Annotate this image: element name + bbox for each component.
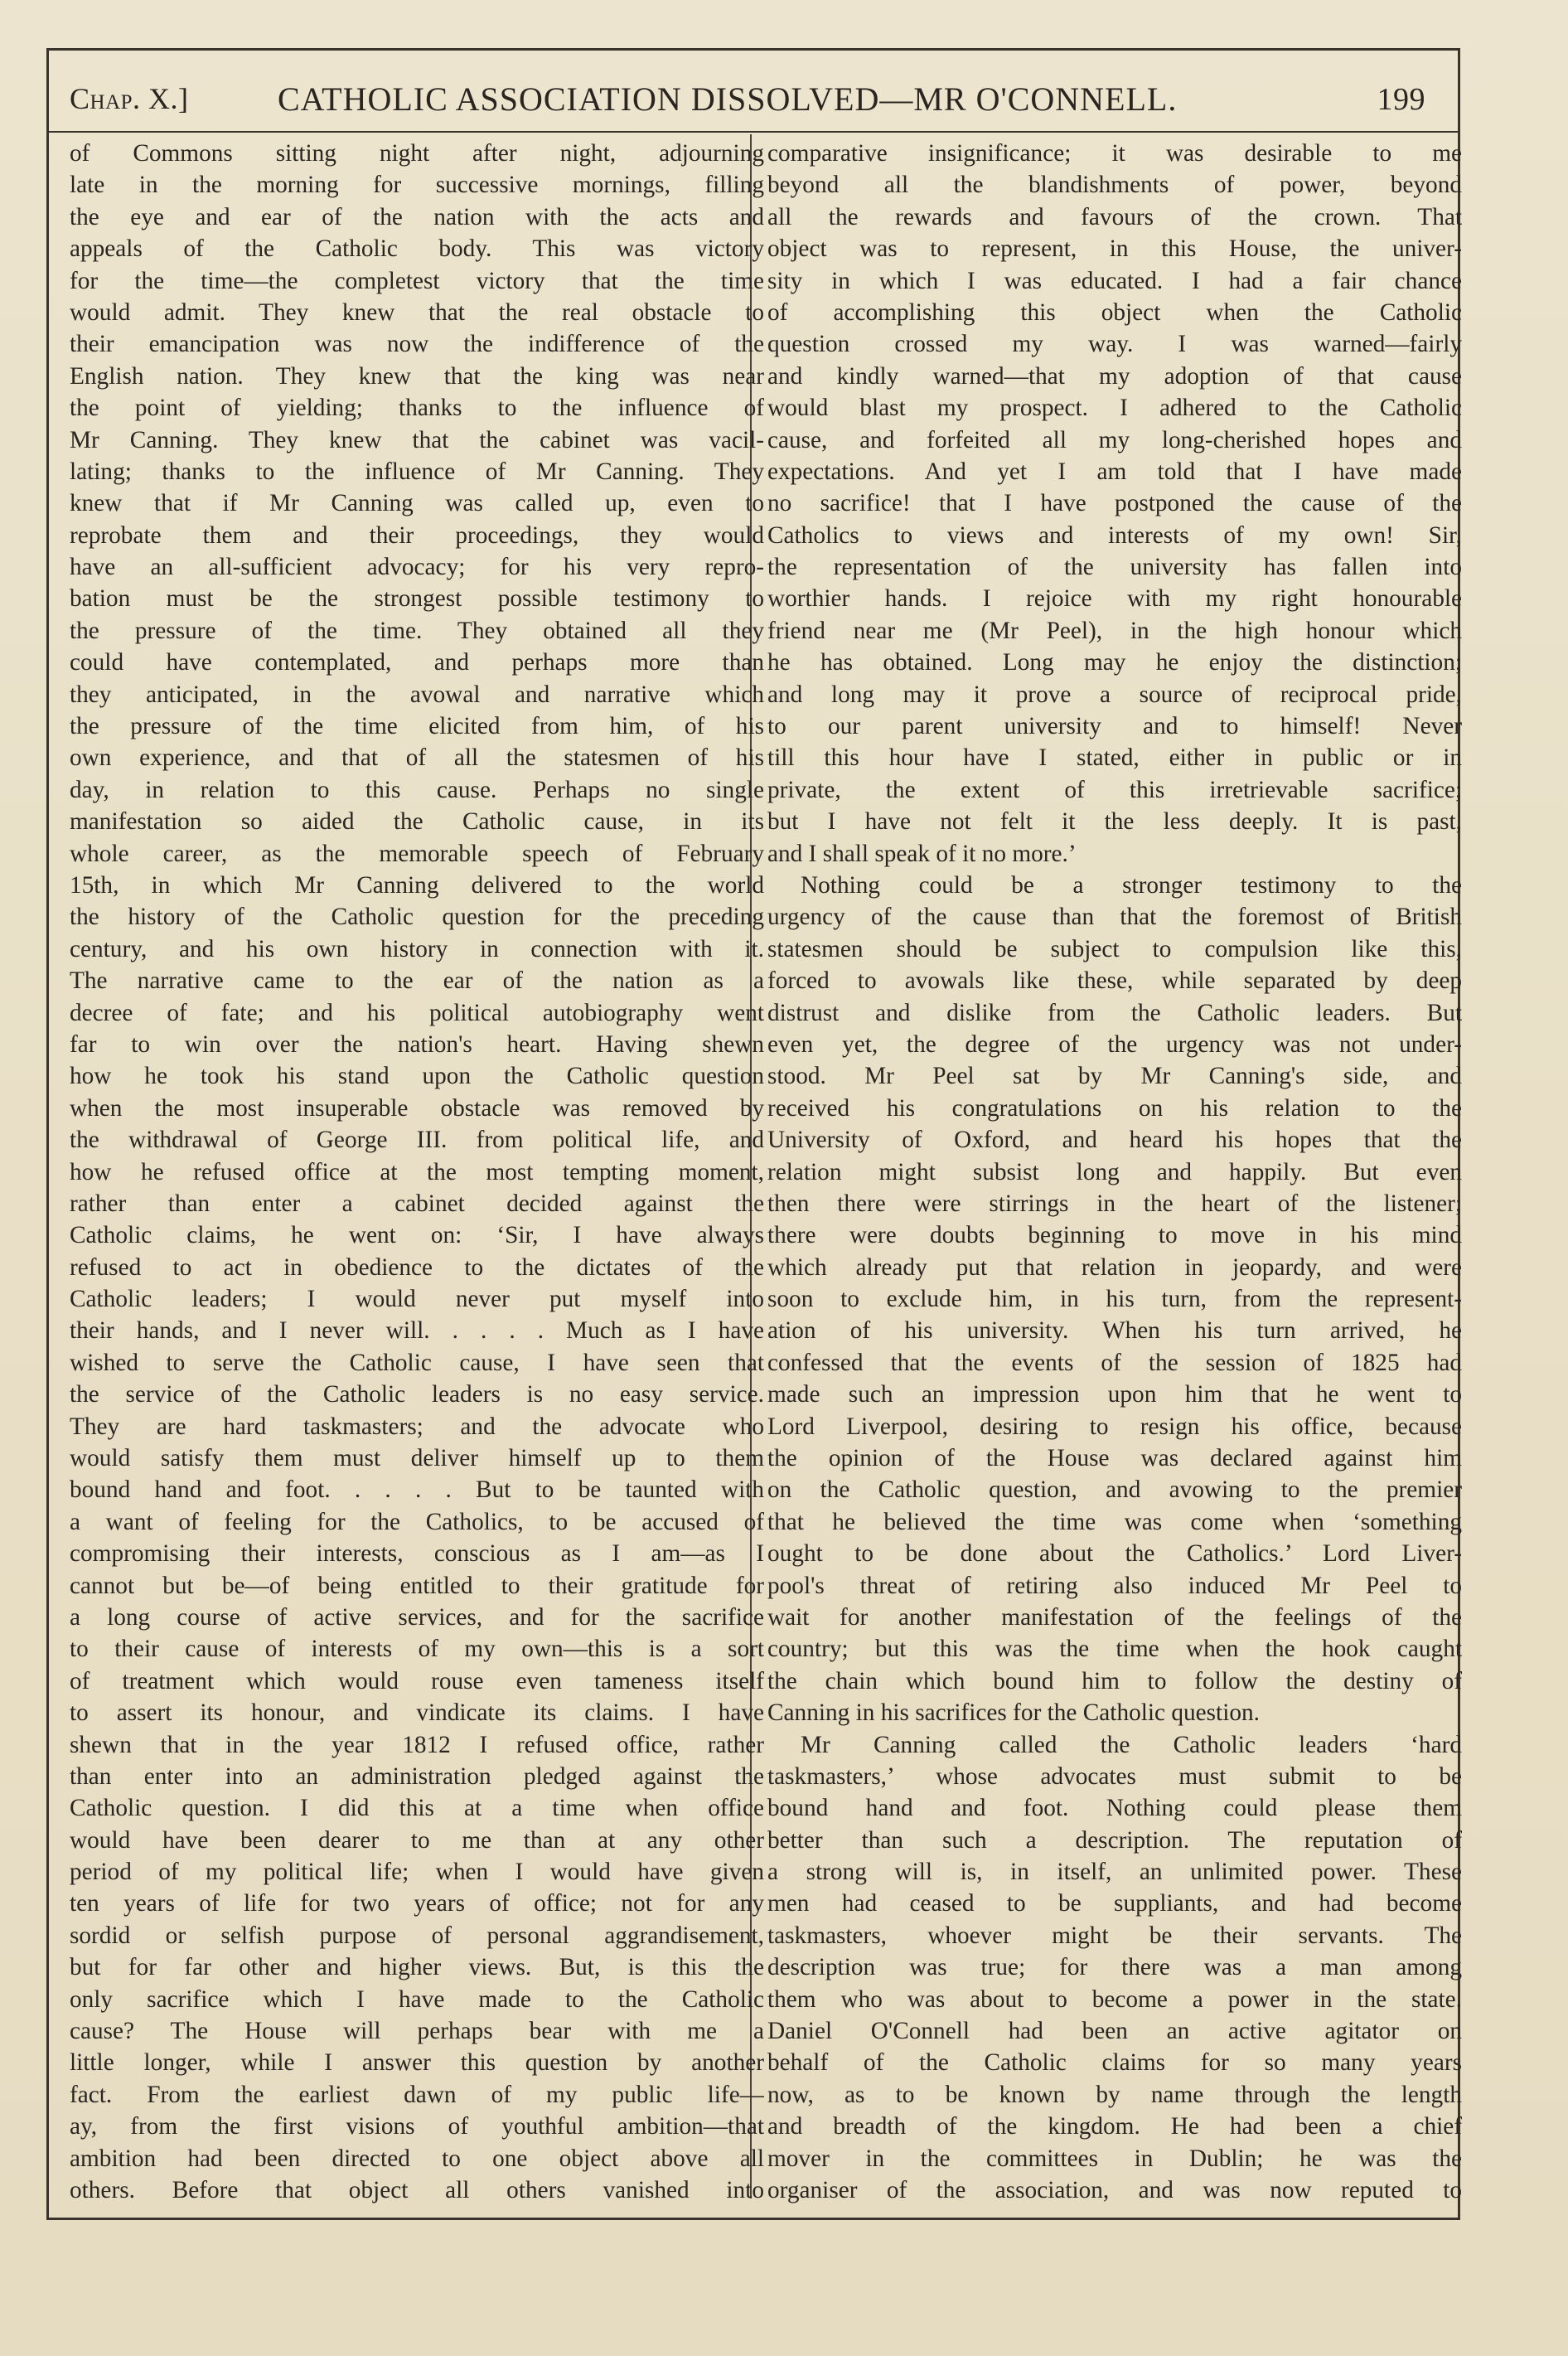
text-line: for the time—the completest victory that the time bbox=[70, 267, 764, 294]
text-line: day, in relation to this cause. Perhaps no single bbox=[70, 776, 764, 803]
text-line: of Commons sitting night after night, adjourning bbox=[70, 140, 764, 167]
text-line: urgency of the cause than that the foremost of British bbox=[767, 904, 1462, 931]
text-line: beyond all the blandishments of power, beyond bbox=[767, 172, 1462, 199]
text-line: rather than enter a cabinet decided against the bbox=[70, 1190, 764, 1217]
text-line: little longer, while I answer this question by another bbox=[70, 2049, 764, 2077]
text-line: sity in which I was educated. I had a fair chance bbox=[767, 267, 1462, 294]
text-line: and breadth of the kingdom. He had been a chief bbox=[767, 2113, 1462, 2140]
text-line: then there were stirrings in the heart of the listener; bbox=[767, 1190, 1462, 1217]
text-line: The narrative came to the ear of the nation as a bbox=[70, 967, 764, 995]
left-column bbox=[70, 138, 764, 2206]
text-line: cannot but be—of being entitled to their gratitude for bbox=[70, 1572, 764, 1599]
text-line: how he refused office at the most tempting moment, bbox=[70, 1158, 764, 1185]
text-line: object was to represent, in this House, the univer- bbox=[767, 235, 1462, 263]
text-line: to their cause of interests of my own—this is a sort bbox=[70, 1636, 764, 1663]
text-line: of treatment which would rouse even tameness itself bbox=[70, 1667, 764, 1694]
text-line: the withdrawal of George III. from political life, and bbox=[70, 1127, 764, 1154]
text-line: refused to act in obedience to the dictates of the bbox=[70, 1253, 764, 1281]
text-line: and long may it prove a source of reciprocal pride, bbox=[767, 681, 1462, 708]
text-line: men had ceased to be suppliants, and had become bbox=[767, 1890, 1462, 1917]
text-line: compromising their interests, conscious as I am—as I bbox=[70, 1540, 764, 1568]
text-line: no sacrifice! that I have postponed the cause of the bbox=[767, 490, 1462, 517]
text-line: distrust and dislike from the Catholic leaders. But bbox=[767, 999, 1462, 1026]
text-line: even yet, the degree of the urgency was not under- bbox=[767, 1030, 1462, 1058]
text-line: ten years of life for two years of office; not for any bbox=[70, 1890, 764, 1917]
text-line: appeals of the Catholic body. This was victory bbox=[70, 235, 764, 263]
frame-rule-bottom bbox=[46, 2218, 1460, 2220]
text-line: than enter into an administration pledged against the bbox=[70, 1762, 764, 1790]
text-line: relation might subsist long and happily. But even bbox=[767, 1158, 1462, 1185]
text-line: soon to exclude him, in his turn, from the represent- bbox=[767, 1286, 1462, 1313]
text-line: reprobate them and their proceedings, they would bbox=[70, 521, 764, 549]
text-line: University of Oxford, and heard his hopes that the bbox=[767, 1127, 1462, 1154]
frame-rule-top bbox=[46, 48, 1460, 51]
text-line: a want of feeling for the Catholics, to be accused of bbox=[70, 1508, 764, 1535]
text-line: ambition had been directed to one object above all bbox=[70, 2145, 764, 2172]
text-line: only sacrifice which I have made to the Catholic bbox=[70, 1985, 764, 2013]
text-line: on the Catholic question, and avowing to the premier bbox=[767, 1476, 1462, 1504]
text-line: Catholics to views and interests of my own! Sir, bbox=[767, 521, 1462, 549]
text-line: ation of his university. When his turn arrived, he bbox=[767, 1317, 1462, 1345]
text-line: how he took his stand upon the Catholic question bbox=[70, 1063, 764, 1090]
text-line: century, and his own history in connection with it. bbox=[70, 935, 764, 962]
text-line: there were doubts beginning to move in his mind bbox=[767, 1222, 1462, 1249]
text-line: the history of the Catholic question for the preceding bbox=[70, 904, 764, 931]
text-line: country; but this was the time when the hook caught bbox=[767, 1636, 1462, 1663]
text-line: of accomplishing this object when the Catholic bbox=[767, 298, 1462, 326]
text-line: ought to be done about the Catholics.’ Lord Liver- bbox=[767, 1540, 1462, 1568]
text-line: the service of the Catholic leaders is no easy service. bbox=[70, 1381, 764, 1408]
text-line: would satisfy them must deliver himself up to them bbox=[70, 1445, 764, 1472]
text-line: friend near me (Mr Peel), in the high honour which bbox=[767, 617, 1462, 644]
text-line: taskmasters, whoever might be their servants. The bbox=[767, 1922, 1462, 1949]
text-line: made such an impression upon him that he went to bbox=[767, 1381, 1462, 1408]
text-line: English nation. They knew that the king was near bbox=[70, 362, 764, 390]
text-line: Nothing could be a stronger testimony to the bbox=[801, 871, 1462, 899]
text-line: far to win over the nation's heart. Having shewn bbox=[70, 1030, 764, 1058]
text-line: Canning in his sacrifices for the Catholic question. bbox=[767, 1699, 1260, 1727]
text-line: that he believed the time was come when ‘something bbox=[767, 1508, 1462, 1535]
text-line: whole career, as the memorable speech of February bbox=[70, 840, 764, 867]
text-line: cause, and forfeited all my long-cherished hopes and bbox=[767, 426, 1462, 453]
text-line: the point of yielding; thanks to the influence of bbox=[70, 395, 764, 422]
text-line: They are hard taskmasters; and the advocate who bbox=[70, 1413, 764, 1440]
text-line: now, as to be known by name through the length bbox=[767, 2081, 1462, 2108]
text-line: fact. From the earliest dawn of my public life— bbox=[70, 2081, 764, 2108]
text-line: private, the extent of this irretrievable sacrifice; bbox=[767, 776, 1462, 803]
text-line: which already put that relation in jeopardy, and were bbox=[767, 1253, 1462, 1281]
text-line: shewn that in the year 1812 I refused office, rather bbox=[70, 1731, 764, 1758]
text-line: to assert its honour, and vindicate its claims. I have bbox=[70, 1699, 764, 1727]
text-line: manifestation so aided the Catholic cause, in its bbox=[70, 808, 764, 836]
text-line: late in the morning for successive mornings, filling bbox=[70, 172, 764, 199]
text-line: bation must be the strongest possible testimony to bbox=[70, 585, 764, 613]
text-line: taskmasters,’ whose advocates must submit to be bbox=[767, 1762, 1462, 1790]
text-line: period of my political life; when I would have given bbox=[70, 1859, 764, 1886]
text-line: Catholic claims, he went on: ‘Sir, I have always bbox=[70, 1222, 764, 1249]
right-column bbox=[767, 138, 1462, 2206]
text-line: forced to avowals like these, while separated by deep bbox=[767, 967, 1462, 995]
text-line: ay, from the first visions of youthful ambition—that bbox=[70, 2113, 764, 2140]
text-line: the representation of the university has fallen into bbox=[767, 554, 1462, 581]
text-line: description was true; for there was a man among bbox=[767, 1954, 1462, 1981]
text-line: organiser of the association, and was now reputed to bbox=[767, 2177, 1462, 2203]
text-line: wished to serve the Catholic cause, I have seen that bbox=[70, 1349, 764, 1376]
text-line: behalf of the Catholic claims for so many years bbox=[767, 2049, 1462, 2077]
text-line: their emancipation was now the indifference of the bbox=[70, 331, 764, 358]
text-line: others. Before that object all others vanished into bbox=[70, 2177, 764, 2203]
text-line: a long course of active services, and for the sacrifice bbox=[70, 1603, 764, 1631]
header-rule bbox=[46, 131, 1460, 133]
text-line: would admit. They knew that the real obstacle to bbox=[70, 298, 764, 326]
text-line: could have contemplated, and perhaps more than bbox=[70, 649, 764, 676]
text-line: the chain which bound him to follow the destiny of bbox=[767, 1667, 1462, 1694]
text-line: cause? The House will perhaps bear with me a bbox=[70, 2018, 764, 2045]
text-line: Catholic question. I did this at a time when office bbox=[70, 1795, 764, 1822]
text-line: would blast my prospect. I adhered to the Catholic bbox=[767, 395, 1462, 422]
frame-rule-left bbox=[46, 48, 49, 2220]
chapter-label: Chap. X.] bbox=[70, 82, 189, 115]
text-line: but for far other and higher views. But, is this the bbox=[70, 1954, 764, 1981]
text-line: bound hand and foot. . . . . But to be taunted with bbox=[70, 1476, 764, 1504]
text-line: 15th, in which Mr Canning delivered to the world bbox=[70, 871, 764, 899]
text-line: Lord Liverpool, desiring to resign his office, because bbox=[767, 1413, 1462, 1440]
text-line: all the rewards and favours of the crown. That bbox=[767, 203, 1462, 230]
text-line: confessed that the events of the session of 1825 had bbox=[767, 1349, 1462, 1376]
text-line: Mr Canning called the Catholic leaders ‘hard bbox=[801, 1731, 1462, 1758]
text-line: Daniel O'Connell had been an active agitator on bbox=[767, 2018, 1462, 2045]
text-line: knew that if Mr Canning was called up, even to bbox=[70, 490, 764, 517]
text-line: when the most insuperable obstacle was removed by bbox=[70, 1094, 764, 1122]
text-line: lating; thanks to the influence of Mr Canning. They bbox=[70, 458, 764, 485]
text-line: the eye and ear of the nation with the acts and bbox=[70, 203, 764, 230]
text-line: but I have not felt it the less deeply. It is past, bbox=[767, 808, 1462, 836]
text-line: a strong will is, in itself, an unlimited power. These bbox=[767, 1859, 1462, 1886]
text-line: would have been dearer to me than at any other bbox=[70, 1826, 764, 1854]
text-line: expectations. And yet I am told that I have made bbox=[767, 458, 1462, 485]
text-line: the pressure of the time. They obtained all they bbox=[70, 617, 764, 644]
text-line: sordid or selfish purpose of personal aggrandisement, bbox=[70, 1922, 764, 1949]
text-line: decree of fate; and his political autobiography went bbox=[70, 999, 764, 1026]
text-line: worthier hands. I rejoice with my right honourable bbox=[767, 585, 1462, 613]
running-header bbox=[66, 75, 1425, 124]
text-line: to our parent university and to himself! Never bbox=[767, 713, 1462, 740]
text-line: received his congratulations on his relation to the bbox=[767, 1094, 1462, 1122]
text-line: and kindly warned—that my adoption of that cause bbox=[767, 362, 1462, 390]
text-line: Catholic leaders; I would never put myself into bbox=[70, 1286, 764, 1313]
text-line: them who was about to become a power in the state. bbox=[767, 1985, 1462, 2013]
text-line: own experience, and that of all the statesmen of his bbox=[70, 744, 764, 772]
text-line: wait for another manifestation of the feelings of the bbox=[767, 1603, 1462, 1631]
text-line: have an all-sufficient advocacy; for his very repro- bbox=[70, 554, 764, 581]
page-number: 199 bbox=[1377, 82, 1425, 117]
text-line: question crossed my way. I was warned—fairly bbox=[767, 331, 1462, 358]
text-line: the pressure of the time elicited from him, of his bbox=[70, 713, 764, 740]
text-line: they anticipated, in the avowal and narrative which bbox=[70, 681, 764, 708]
text-line: comparative insignificance; it was desirable to me bbox=[767, 140, 1462, 167]
text-line: statesmen should be subject to compulsion like this, bbox=[767, 935, 1462, 962]
text-line: stood. Mr Peel sat by Mr Canning's side, and bbox=[767, 1063, 1462, 1090]
text-line: and I shall speak of it no more.’ bbox=[767, 840, 1077, 867]
text-line: their hands, and I never will. . . . . Much as I have bbox=[70, 1317, 764, 1345]
text-line: better than such a description. The reputation of bbox=[767, 1826, 1462, 1854]
text-line: pool's threat of retiring also induced Mr Peel to bbox=[767, 1572, 1462, 1599]
text-line: the opinion of the House was declared against him bbox=[767, 1445, 1462, 1472]
text-line: mover in the committees in Dublin; he was the bbox=[767, 2145, 1462, 2172]
running-title: CATHOLIC ASSOCIATION DISSOLVED—MR O'CONNELL. bbox=[278, 80, 1178, 118]
text-line: Mr Canning. They knew that the cabinet was vacil- bbox=[70, 426, 764, 453]
text-line: till this hour have I stated, either in public or in bbox=[767, 744, 1462, 772]
text-line: bound hand and foot. Nothing could please them bbox=[767, 1795, 1462, 1822]
text-line: he has obtained. Long may he enjoy the distinction; bbox=[767, 649, 1462, 676]
